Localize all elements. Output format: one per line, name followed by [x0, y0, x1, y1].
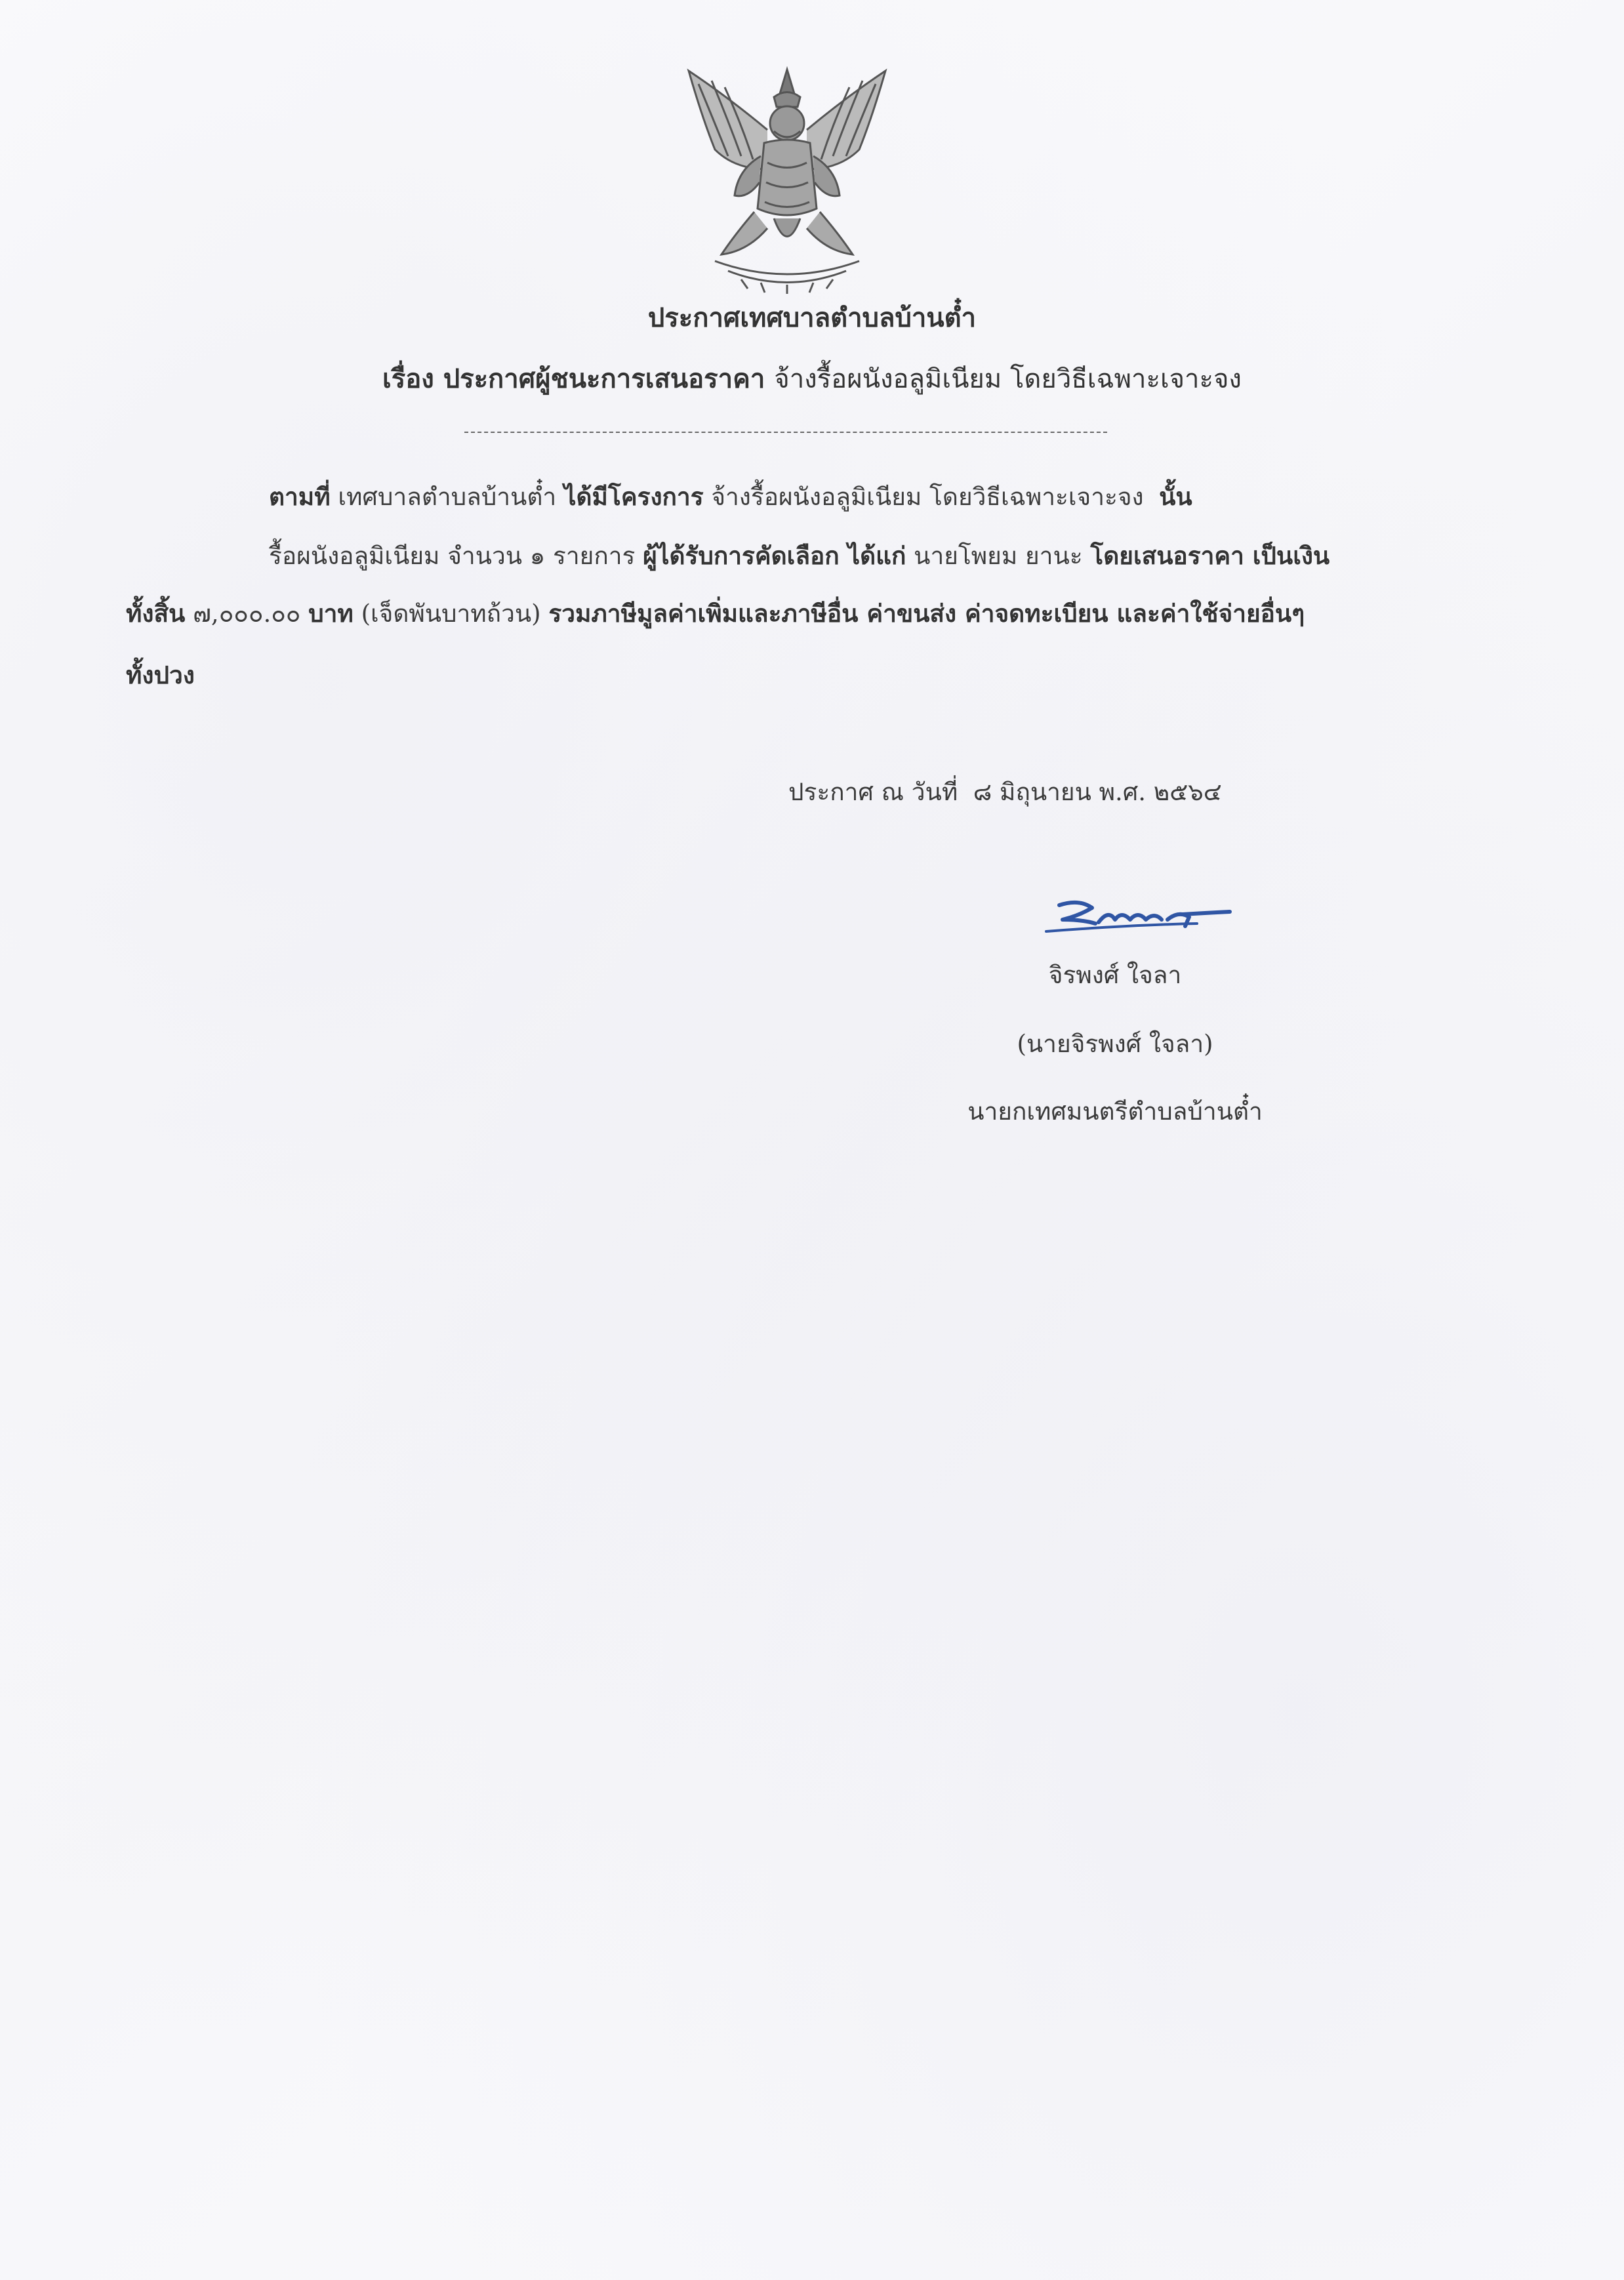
line2-bold-1: ผู้ได้รับการคัดเลือก ได้แก่	[643, 541, 906, 570]
line1-bold-1: ตามที่	[269, 482, 331, 511]
line1-bold-3: นั้น	[1159, 482, 1192, 511]
line1-bold-2: ได้มีโครงการ	[563, 482, 704, 511]
body-line-2	[269, 537, 1330, 575]
date-value: ๘ มิถุนายน พ.ศ. ๒๕๖๔	[973, 778, 1222, 806]
line4-bold-1: ทั้งปวง	[126, 661, 195, 689]
signature-mark	[1033, 893, 1243, 941]
line3-bold-2: บาท	[308, 599, 354, 628]
subject-rest: จ้างรื้อผนังอลูมิเนียม โดยวิธีเฉพาะเจาะจง	[774, 364, 1242, 394]
line1-text-1: เทศบาลตำบลบ้านต๋ำ	[338, 483, 557, 511]
line1-text-2: จ้างรื้อผนังอลูมิเนียม โดยวิธีเฉพาะเจาะจง	[711, 483, 1144, 511]
line2-text-2: นายโพยม ยานะ	[914, 542, 1083, 570]
body-line-4	[126, 656, 195, 695]
body-line-3	[126, 594, 1305, 633]
signer-position: นายกเทศมนตรีตำบลบ้านต๋ำ	[967, 1097, 1263, 1126]
body-line-1	[269, 478, 1192, 516]
subject-bold: ประกาศผู้ชนะการเสนอราคา	[443, 363, 765, 394]
signer-full-name: (นายจิรพงศ์ ใจลา)	[1017, 1030, 1213, 1058]
line3-text-2: (เจ็ดพันบาทถ้วน)	[361, 600, 541, 628]
announcement-title: ประกาศเทศบาลตำบลบ้านต๋ำ	[647, 302, 977, 333]
line2-bold-2: โดยเสนอราคา เป็นเงิน	[1090, 541, 1330, 570]
line2-text-1: รื้อผนังอลูมิเนียม จำนวน ๑ รายการ	[269, 542, 636, 570]
signer-name: จิรพงศ์ ใจลา	[1048, 961, 1182, 989]
line3-bold-3: รวมภาษีมูลค่าเพิ่มและภาษีอื่น ค่าขนส่ง ค่าจดทะเบียน และค่าใช้จ่ายอื่นๆ	[548, 599, 1305, 628]
line3-bold-1: ทั้งสิ้น	[126, 599, 186, 628]
line3-text-1: ๗,๐๐๐.๐๐	[193, 600, 301, 628]
header-divider	[464, 432, 1107, 433]
announcement-subject	[0, 357, 1624, 399]
subject-label: เรื่อง	[382, 363, 434, 394]
garuda-emblem-icon	[676, 58, 899, 294]
announcement-date	[788, 773, 1222, 811]
date-label: ประกาศ ณ วันที่	[788, 778, 958, 806]
